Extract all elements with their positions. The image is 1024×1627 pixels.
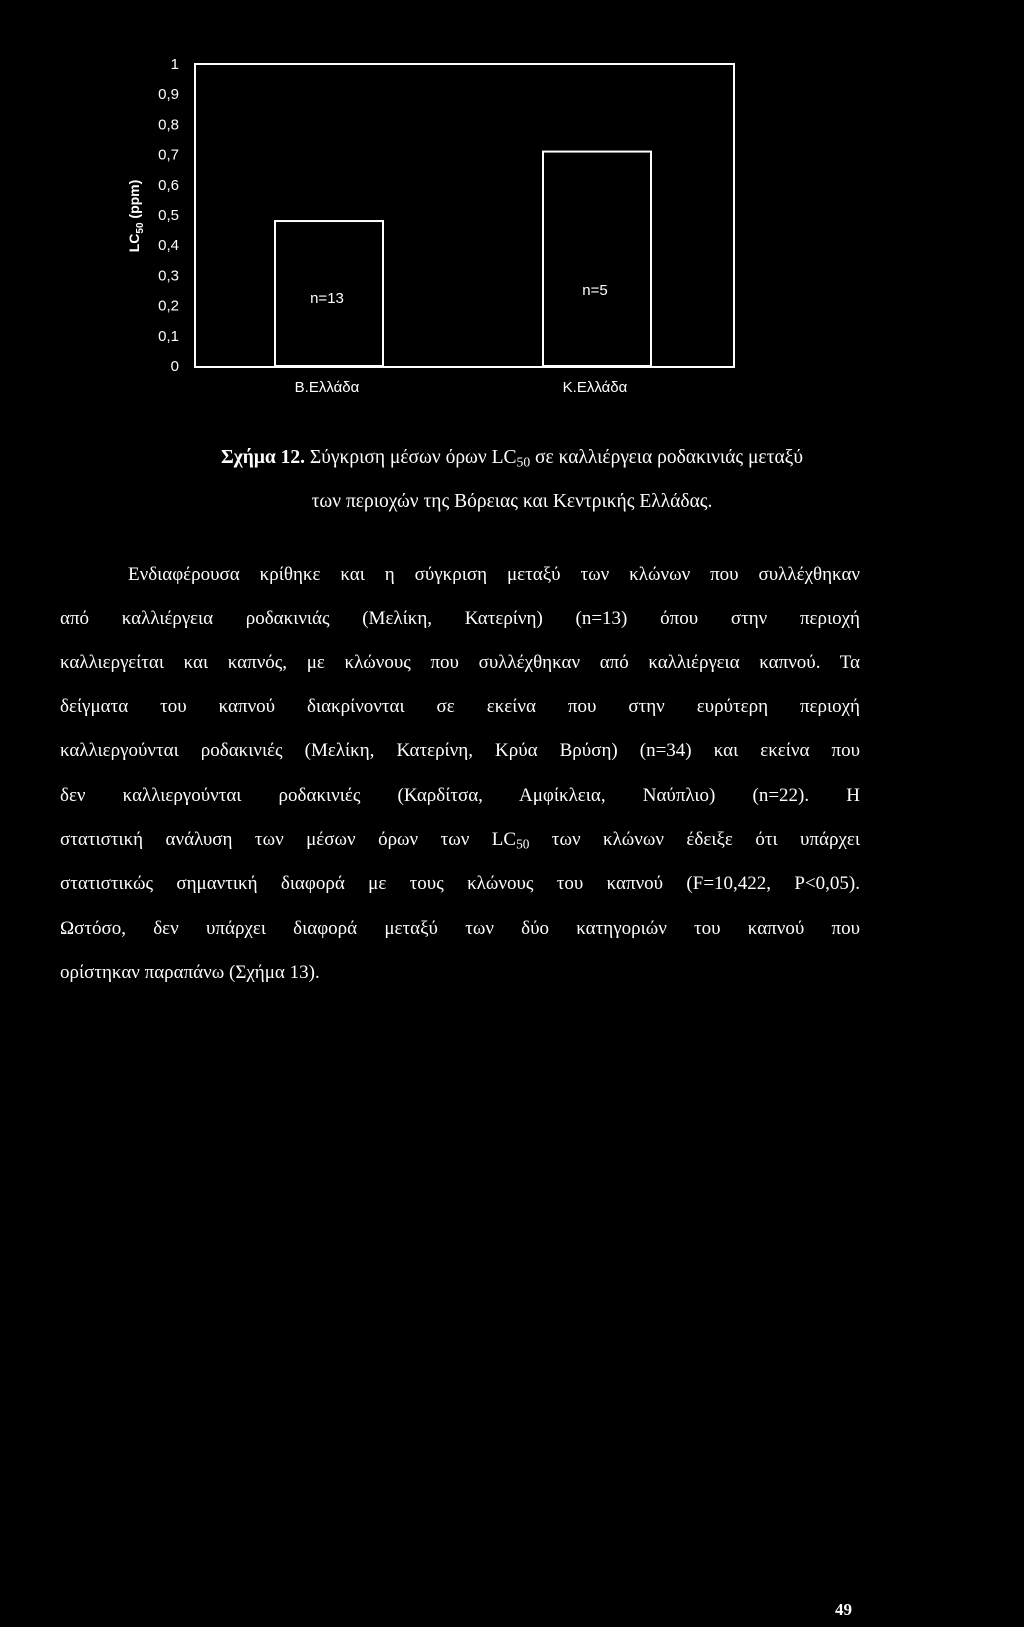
paragraph-line: Ωστόσο, δεν υπάρχει διαφορά μεταξύ των δύο κατηγοριών του καπνού που	[60, 918, 860, 939]
paragraph-line: δείγματα του καπνού διακρίνονται σε εκείνα που στην ευρύτερη περιοχή	[60, 696, 860, 717]
bar-chart	[0, 0, 760, 400]
y-tick-label: 0,1	[158, 327, 179, 345]
bar	[543, 152, 651, 366]
paragraph-line-7-subscript: 50	[516, 836, 530, 852]
paragraph-line: Ενδιαφέρουσα κρίθηκε και η σύγκριση μεταξύ των κλώνων που συλλέχθηκαν	[128, 564, 860, 585]
x-tick-labels	[295, 379, 628, 396]
paragraph-line: στατιστικώς σημαντική διαφορά με τους κλώνους του καπνού (F=10,422, P<0,05).	[60, 873, 860, 894]
paragraph-line: ορίστηκαν παραπάνω (Σχήμα 13).	[60, 962, 320, 983]
y-tick-label: 0,3	[158, 267, 179, 285]
figure-caption-line-2: των περιοχών της Βόρειας και Κεντρικής Ελλάδας.	[311, 491, 713, 512]
y-tick-label: 0,5	[158, 207, 179, 224]
figure-caption-line-1	[0, 436, 1024, 480]
y-axis-label: $LC_{50}$ (ppm)	[126, 179, 146, 253]
figure-caption-subscript: 50	[516, 454, 531, 470]
bar-labels	[310, 282, 608, 307]
bar-label: n=13	[310, 290, 344, 307]
y-tick-label: 0,6	[158, 176, 179, 194]
y-tick-label: 0,8	[158, 116, 179, 134]
figure-caption-text-b: σε καλλιέργεια ροδακινιάς μεταξύ	[530, 447, 804, 468]
y-tick-label: 0,2	[158, 297, 179, 315]
y-axis-label-unit: (ppm)	[126, 179, 142, 223]
y-tick-label: 0,7	[158, 146, 179, 164]
page-number: 49	[835, 1600, 852, 1619]
y-tick-labels	[158, 56, 179, 375]
paragraph-line-7-b: των κλώνων έδειξε ότι υπάρχει	[529, 829, 860, 850]
bars	[275, 152, 651, 366]
y-tick-label: 0	[170, 358, 179, 375]
paragraph-line: δεν καλλιεργούνται ροδακινιές (Καρδίτσα, Αμφίκλεια, Ναύπλιο) (n=22). Η	[60, 785, 860, 806]
x-tick-label: Κ.Ελλάδα	[562, 379, 628, 396]
y-tick-label: 1	[170, 56, 179, 73]
paragraph-line: από καλλιέργεια ροδακινιάς (Μελίκη, Κατερίνη) (n=13) όπου στην περιοχή	[60, 608, 860, 629]
paragraph-line-7-a: στατιστική ανάλυση των μέσων όρων των LC	[60, 829, 517, 850]
figure-caption-prefix: Σχήμα 12.	[220, 447, 306, 468]
y-axis-label-sub: 50	[135, 222, 146, 234]
y-tick-label: 0,4	[158, 237, 179, 255]
x-tick-label: Β.Ελλάδα	[294, 379, 360, 396]
y-tick-label: 0,9	[158, 86, 179, 104]
bar-label: n=5	[582, 282, 608, 299]
paragraph-line	[60, 828, 860, 852]
paragraph-line: καλλιεργείται και καπνός, με κλώνους που συλλέχθηκαν από καλλιέργεια καπνού. Τα	[60, 652, 860, 673]
paragraph-line: καλλιεργούνται ροδακινιές (Μελίκη, Κατερίνη, Κρύα Βρύση) (n=34) και εκείνα που	[60, 740, 860, 761]
figure-caption-text-a: Σύγκριση μέσων όρων LC	[305, 447, 517, 468]
